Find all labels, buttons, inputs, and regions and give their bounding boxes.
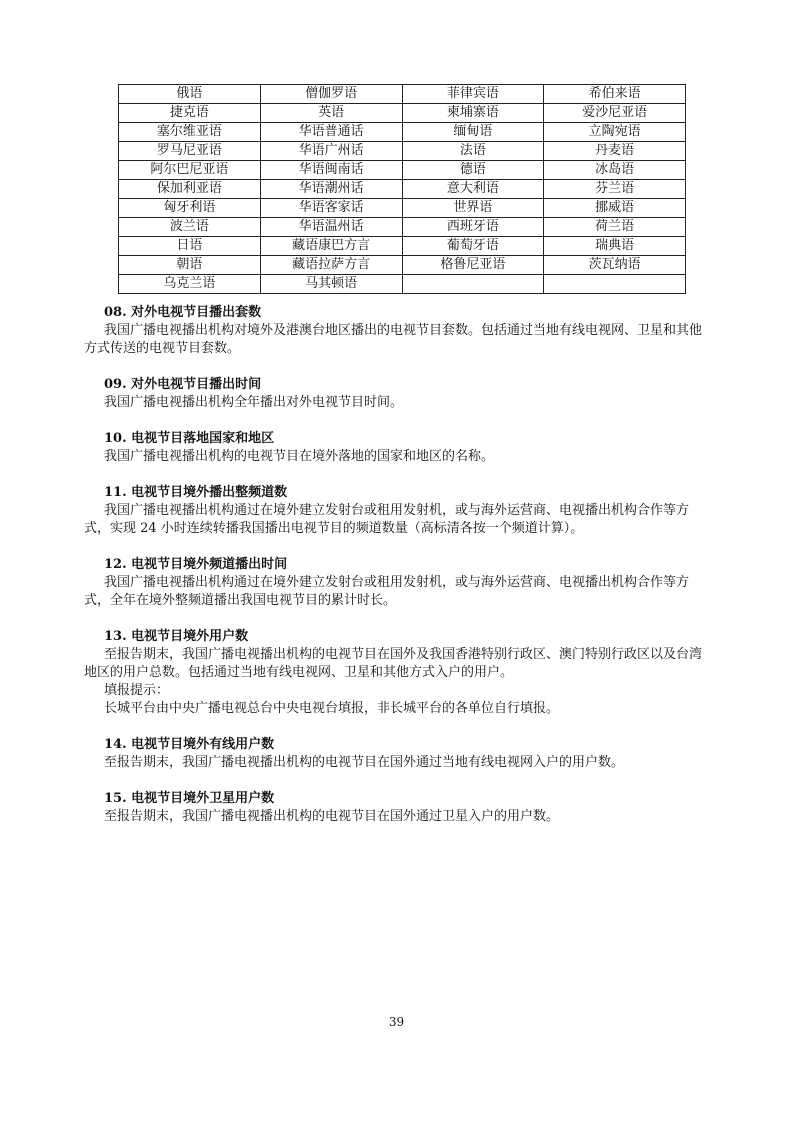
table-cell: 华语闽南话 bbox=[260, 161, 402, 180]
table-cell: 冰岛语 bbox=[544, 161, 686, 180]
section-paragraph: 至报告期末，我国广播电视播出机构的电视节目在国外通过卫星入户的用户数。 bbox=[104, 809, 560, 824]
table-cell: 茨瓦纳语 bbox=[544, 256, 686, 275]
table-cell: 希伯来语 bbox=[544, 85, 686, 104]
hint-text: 长城平台由中央广播电视总台中央电视台填报，非长城平台的各单位自行填报。 bbox=[104, 701, 560, 716]
hint-label: 填报提示： bbox=[104, 683, 170, 698]
table-row bbox=[119, 123, 686, 142]
table-cell: 阿尔巴尼亚语 bbox=[119, 161, 261, 180]
definition-section bbox=[84, 304, 714, 358]
table-cell: 朝语 bbox=[119, 256, 261, 275]
table-cell: 华语普通话 bbox=[260, 123, 402, 142]
table-cell: 华语潮州话 bbox=[260, 180, 402, 199]
section-paragraph: 我国广播电视播出机构对境外及港澳台地区播出的电视节目套数。包括通过当地有线电视网、卫星和其他方式传送的电视节目套数。 bbox=[84, 323, 703, 356]
section-paragraph: 至报告期末，我国广播电视播出机构的电视节目在国外通过当地有线电视网入户的用户数。 bbox=[104, 755, 625, 770]
table-cell: 波兰语 bbox=[119, 218, 261, 237]
table-cell: 华语温州话 bbox=[260, 218, 402, 237]
table-cell: 挪威语 bbox=[544, 199, 686, 218]
section-paragraph: 至报告期末，我国广播电视播出机构的电视节目在国外及我国香港特别行政区、澳门特别行政区以及台湾地区的用户总数。包括通过当地有线电视网、卫星和其他方式入户的用户。 bbox=[84, 647, 703, 680]
definition-section bbox=[84, 790, 714, 826]
table-cell: 爱沙尼亚语 bbox=[544, 104, 686, 123]
table-row bbox=[119, 161, 686, 180]
definition-section bbox=[84, 628, 714, 718]
table-cell: 僧伽罗语 bbox=[260, 85, 402, 104]
section-paragraph: 我国广播电视播出机构全年播出对外电视节目时间。 bbox=[104, 395, 404, 410]
definition-section bbox=[84, 556, 714, 610]
table-cell: 匈牙利语 bbox=[119, 199, 261, 218]
definition-section bbox=[84, 376, 714, 412]
table-cell: 缅甸语 bbox=[402, 123, 544, 142]
table-cell: 藏语康巴方言 bbox=[260, 237, 402, 256]
table-row bbox=[119, 237, 686, 256]
definition-section bbox=[84, 736, 714, 772]
section-title: 11. 电视节目境外播出整频道数 bbox=[104, 485, 288, 500]
table-cell: 西班牙语 bbox=[402, 218, 544, 237]
table-cell: 马其顿语 bbox=[260, 275, 402, 294]
table-cell bbox=[402, 275, 544, 294]
section-paragraph: 我国广播电视播出机构通过在境外建立发射台或租用发射机，或与海外运营商、电视播出机构合作等方式，全年在境外整频道播出我国电视节目的累计时长。 bbox=[84, 575, 690, 608]
sections-container bbox=[84, 304, 714, 826]
section-title: 09. 对外电视节目播出时间 bbox=[104, 377, 262, 392]
table-cell: 立陶宛语 bbox=[544, 123, 686, 142]
table-cell: 罗马尼亚语 bbox=[119, 142, 261, 161]
table-cell: 捷克语 bbox=[119, 104, 261, 123]
table-row bbox=[119, 218, 686, 237]
section-title: 10. 电视节目落地国家和地区 bbox=[104, 431, 275, 446]
table-cell: 瑞典语 bbox=[544, 237, 686, 256]
table-row bbox=[119, 199, 686, 218]
table-cell: 藏语拉萨方言 bbox=[260, 256, 402, 275]
language-table-body bbox=[119, 85, 686, 294]
table-cell: 丹麦语 bbox=[544, 142, 686, 161]
table-cell: 塞尔维亚语 bbox=[119, 123, 261, 142]
table-cell: 世界语 bbox=[402, 199, 544, 218]
table-cell: 柬埔寨语 bbox=[402, 104, 544, 123]
section-title: 08. 对外电视节目播出套数 bbox=[104, 305, 262, 320]
table-row bbox=[119, 180, 686, 199]
table-row bbox=[119, 85, 686, 104]
page-number: 39 bbox=[388, 1015, 405, 1029]
document-body bbox=[84, 304, 714, 844]
table-cell: 格鲁尼亚语 bbox=[402, 256, 544, 275]
definition-section bbox=[84, 484, 714, 538]
table-cell: 荷兰语 bbox=[544, 218, 686, 237]
section-paragraph: 我国广播电视播出机构通过在境外建立发射台或租用发射机，或与海外运营商、电视播出机构合作等方式，实现 24 小时连续转播我国播出电视节目的频道数量（高标清各按一个频道计算）。 bbox=[84, 503, 690, 536]
table-cell: 俄语 bbox=[119, 85, 261, 104]
table-cell: 华语客家话 bbox=[260, 199, 402, 218]
table-cell: 法语 bbox=[402, 142, 544, 161]
section-title: 14. 电视节目境外有线用户数 bbox=[104, 737, 275, 752]
table-cell: 德语 bbox=[402, 161, 544, 180]
table-cell: 葡萄牙语 bbox=[402, 237, 544, 256]
section-title: 13. 电视节目境外用户数 bbox=[104, 629, 249, 644]
language-table bbox=[118, 84, 686, 294]
section-title: 12. 电视节目境外频道播出时间 bbox=[104, 557, 288, 572]
table-cell: 英语 bbox=[260, 104, 402, 123]
table-cell: 乌克兰语 bbox=[119, 275, 261, 294]
table-cell: 芬兰语 bbox=[544, 180, 686, 199]
table-cell: 华语广州话 bbox=[260, 142, 402, 161]
table-row bbox=[119, 104, 686, 123]
section-paragraph: 我国广播电视播出机构的电视节目在境外落地的国家和地区的名称。 bbox=[104, 449, 495, 464]
table-row bbox=[119, 142, 686, 161]
table-cell: 日语 bbox=[119, 237, 261, 256]
table-cell bbox=[544, 275, 686, 294]
definition-section bbox=[84, 430, 714, 466]
table-row bbox=[119, 256, 686, 275]
table-cell: 保加利亚语 bbox=[119, 180, 261, 199]
table-cell: 菲律宾语 bbox=[402, 85, 544, 104]
section-title: 15. 电视节目境外卫星用户数 bbox=[104, 791, 275, 806]
table-row bbox=[119, 275, 686, 294]
table-cell: 意大利语 bbox=[402, 180, 544, 199]
